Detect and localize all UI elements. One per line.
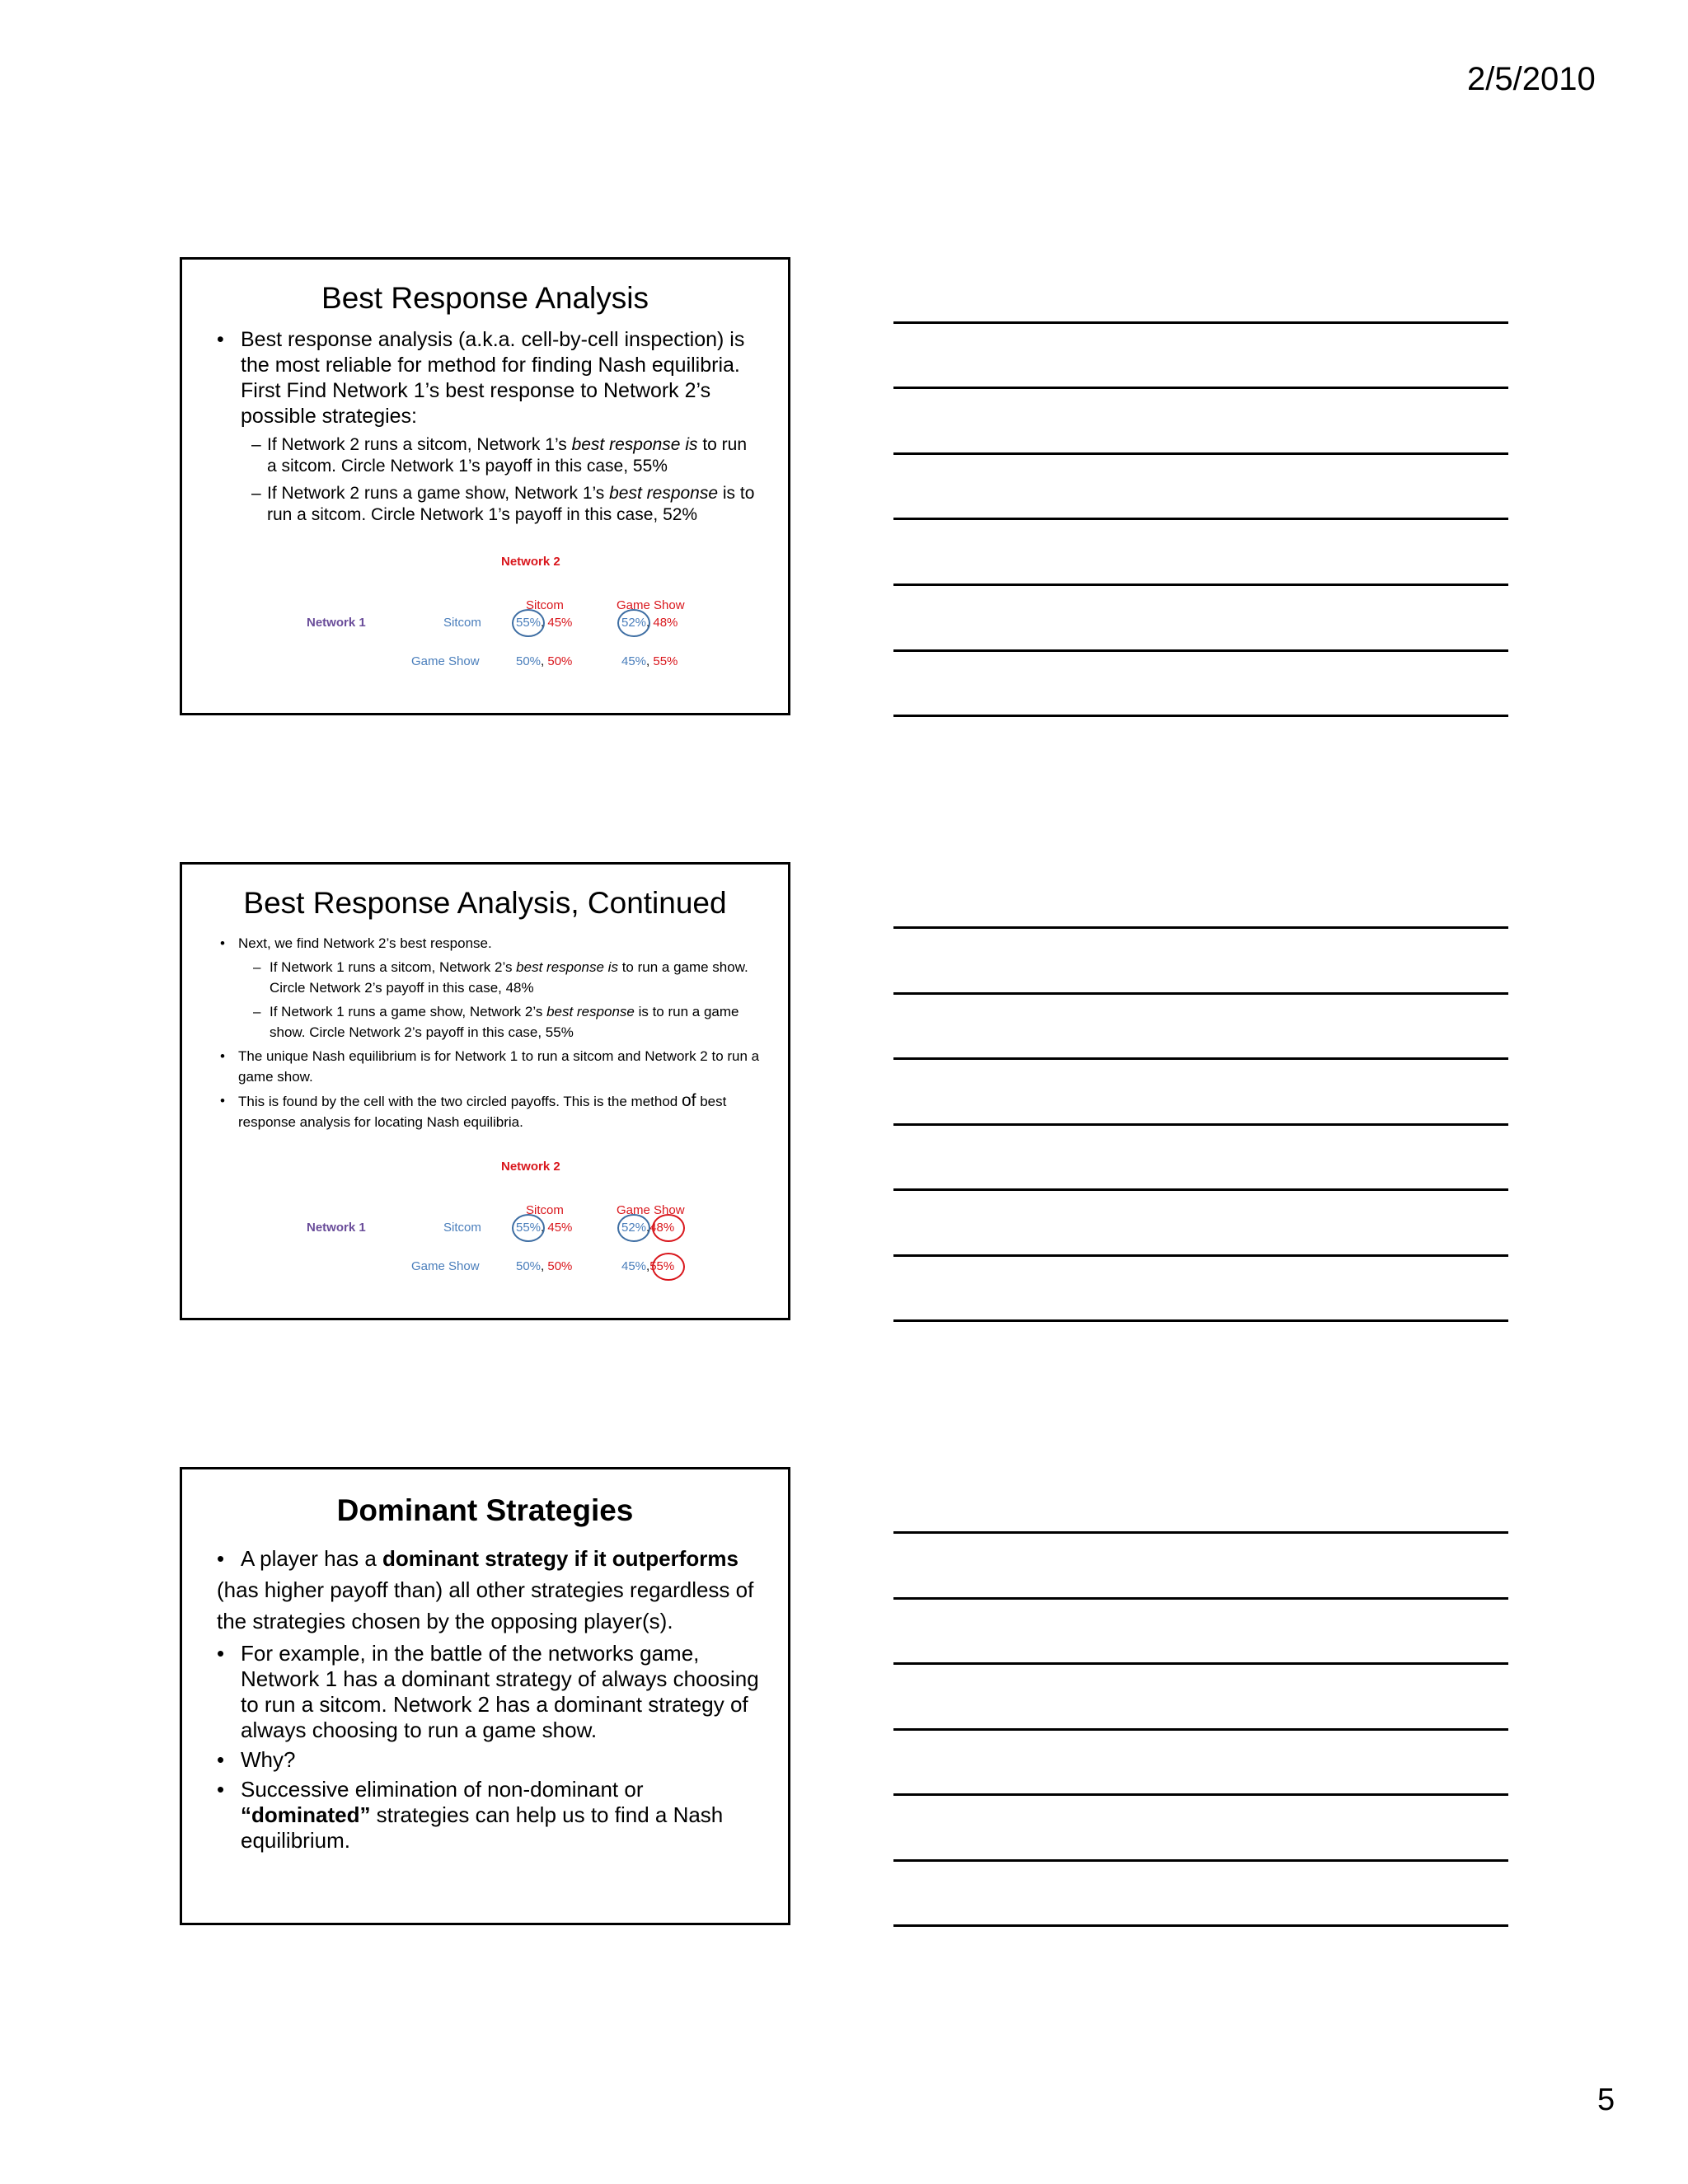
column-header-game-show: Game Show xyxy=(617,1203,685,1217)
circle-annotation xyxy=(652,1214,685,1242)
payoff-cell: 55%, 45% xyxy=(516,1221,573,1235)
circle-annotation xyxy=(512,1214,545,1242)
note-line xyxy=(893,452,1508,455)
note-line xyxy=(893,1531,1508,1534)
bullet-item: • The unique Nash equilibrium is for Network 1 to run a sitcom and Network 2 to run a game show. xyxy=(212,1046,772,1087)
note-line xyxy=(893,649,1508,652)
column-player-label: Network 2 xyxy=(501,555,560,569)
note-line xyxy=(893,1123,1508,1126)
column-player-label: Network 2 xyxy=(501,1160,560,1174)
payoff-cell: 45%, 55% xyxy=(621,654,678,668)
sub-bullet-item: – If Network 1 runs a game show, Network 2’s best response is to run a game show. Circle Network 2’s payoff in this case, 55% xyxy=(212,1001,772,1043)
column-header-game-show: Game Show xyxy=(617,598,685,612)
payoff-cell: 52%,48% xyxy=(621,1221,675,1235)
column-header-sitcom: Sitcom xyxy=(526,1203,564,1217)
note-line xyxy=(893,1728,1508,1731)
slide-dominant-strategies xyxy=(180,1467,790,1925)
note-line xyxy=(893,518,1508,520)
row-header-game-show: Game Show xyxy=(411,1259,480,1273)
note-line xyxy=(893,715,1508,717)
payoff-cell: 50%, 50% xyxy=(516,1259,573,1273)
circle-annotation xyxy=(652,1253,685,1281)
slide-best-response-analysis xyxy=(180,257,790,715)
row-player-label: Network 1 xyxy=(307,1221,366,1235)
slide-title: Dominant Strategies xyxy=(336,1493,634,1527)
note-line xyxy=(893,1188,1508,1191)
row-player-label: Network 1 xyxy=(307,616,366,630)
note-line xyxy=(893,1662,1508,1665)
note-line xyxy=(893,321,1508,324)
circle-annotation xyxy=(617,1214,650,1242)
note-line xyxy=(893,1057,1508,1060)
payoff-cell: 52%, 48% xyxy=(621,616,678,630)
bullet-item: • Why? xyxy=(217,1747,777,1773)
bullet-item: • This is found by the cell with the two circled payoffs. This is the method of best response analysis for locating Nash equilibria. xyxy=(212,1090,772,1132)
sub-bullet-item: – If Network 2 runs a sitcom, Network 1’s best response is to run a sitcom. Circle Network 1’s payoff in this case, 55% xyxy=(217,434,761,477)
note-line xyxy=(893,1793,1508,1796)
date-header: 2/5/2010 xyxy=(1467,61,1596,97)
column-header-sitcom: Sitcom xyxy=(526,598,564,612)
page-number: 5 xyxy=(1597,2083,1615,2117)
payoff-cell: 55%, 45% xyxy=(516,616,573,630)
bullet-item: • Best response analysis (a.k.a. cell-by-cell inspection) is the most reliable for method for finding Nash equilibria. First Find Network 1’s best response to Network 2’s possible strategies: xyxy=(217,327,761,429)
slide-title: Best Response Analysis, Continued xyxy=(243,886,727,920)
note-line xyxy=(893,926,1508,929)
note-line xyxy=(893,992,1508,995)
bullet-item: • A player has a dominant strategy if it outperforms (has higher payoff than) all other strategies regardless of the strategies chosen by the opposing player(s). xyxy=(217,1543,777,1637)
bullet-list xyxy=(217,1543,777,1858)
note-line xyxy=(893,583,1508,586)
bullet-item: • Next, we find Network 2’s best response. xyxy=(212,933,772,954)
note-line xyxy=(893,1924,1508,1927)
row-header-sitcom: Sitcom xyxy=(443,1221,481,1235)
row-header-game-show: Game Show xyxy=(411,654,480,668)
circle-annotation xyxy=(512,609,545,637)
slide-title: Best Response Analysis xyxy=(321,281,649,315)
note-line xyxy=(893,1859,1508,1862)
row-header-sitcom: Sitcom xyxy=(443,616,481,630)
note-line xyxy=(893,1254,1508,1257)
note-line xyxy=(893,1319,1508,1322)
sub-bullet-item: – If Network 1 runs a sitcom, Network 2’s best response is to run a game show. Circle Network 2’s payoff in this case, 48% xyxy=(212,957,772,998)
payoff-table xyxy=(182,260,788,713)
note-line xyxy=(893,1597,1508,1600)
note-line xyxy=(893,387,1508,389)
payoff-cell: 45%,55% xyxy=(621,1259,675,1273)
sub-bullet-item: – If Network 2 runs a game show, Network 1’s best response is to run a sitcom. Circle Network 1’s payoff in this case, 52% xyxy=(217,483,761,526)
payoff-cell: 50%, 50% xyxy=(516,654,573,668)
slide-best-response-continued xyxy=(180,862,790,1320)
bullet-item: • For example, in the battle of the networks game, Network 1 has a dominant strategy of always choosing to run a sitcom. Network 2 has a dominant strategy of always choosing to run a game show. xyxy=(217,1641,777,1743)
bullet-item: • Successive elimination of non-dominant or “dominated” strategies can help us to find a Nash equilibrium. xyxy=(217,1777,777,1854)
circle-annotation xyxy=(617,609,650,637)
payoff-table xyxy=(182,865,788,1318)
